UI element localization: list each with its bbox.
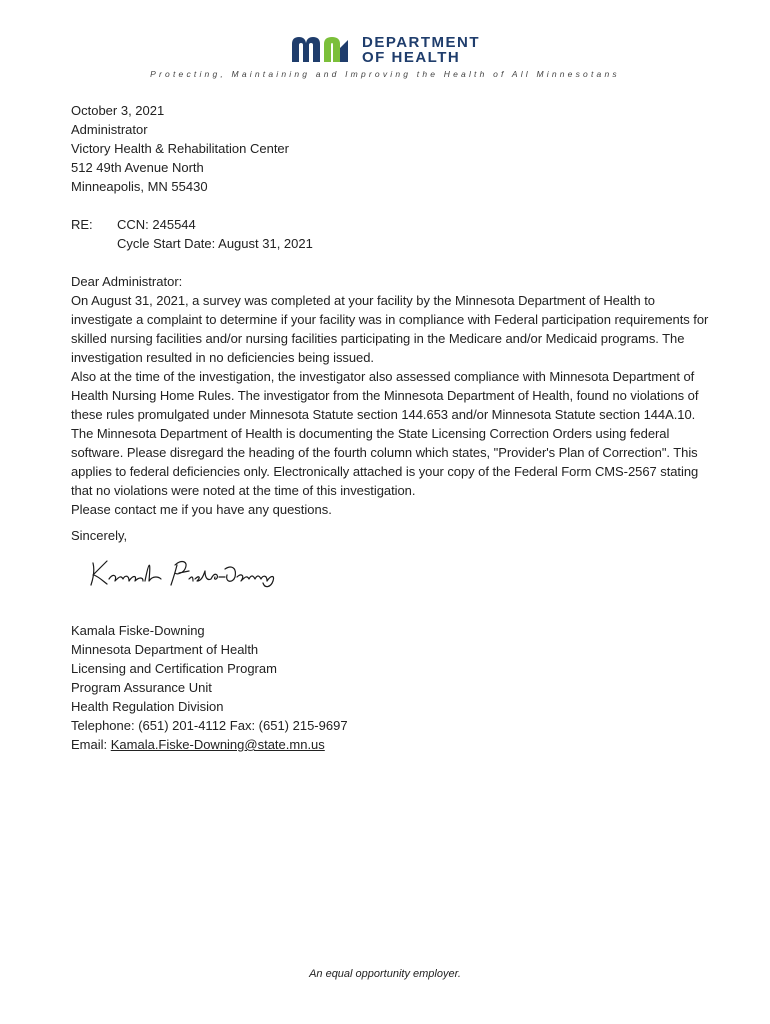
email-label: Email: bbox=[71, 737, 111, 752]
department-name bbox=[362, 35, 480, 65]
signer-line: Licensing and Certification Program bbox=[71, 661, 277, 676]
signer-line: Minnesota Department of Health bbox=[71, 642, 259, 657]
signer-line: Program Assurance Unit bbox=[71, 680, 212, 695]
email-link[interactable]: Kamala.Fiske-Downing@state.mn.us bbox=[110, 737, 325, 752]
letterhead bbox=[0, 30, 770, 90]
department-line-2: OF HEALTH bbox=[362, 49, 461, 66]
recipient-line: Administrator bbox=[71, 122, 148, 137]
signer-line: Telephone: (651) 201-4112 Fax: (651) 215-9697 bbox=[71, 718, 348, 733]
email-line bbox=[71, 735, 711, 754]
recipient-line: Victory Health & Rehabilitation Center bbox=[71, 141, 289, 156]
paragraph: On August 31, 2021, a survey was completed at your facility by the Minnesota Department of Health to investigate a complaint to determine if your facility was in compliance with Federal participation requirements for skilled nursing facilities and/or nursing facilities participating in the Medicare and/or Medicaid programs. The investigation resulted in no deficiencies being issued. bbox=[71, 293, 709, 365]
signature-image bbox=[85, 551, 285, 593]
re-block bbox=[71, 215, 711, 253]
recipient-line: 512 49th Avenue North bbox=[71, 160, 204, 175]
tagline: Protecting, Maintaining and Improving the Health of All Minnesotans bbox=[150, 69, 620, 79]
re-label: RE: bbox=[71, 217, 93, 232]
letter-date: October 3, 2021 bbox=[71, 103, 165, 118]
mn-logo-icon bbox=[290, 34, 360, 64]
signer-line: Health Regulation Division bbox=[71, 699, 224, 714]
footer: An equal opportunity employer. bbox=[309, 968, 461, 980]
paragraph: Please contact me if you have any questions. bbox=[71, 502, 332, 517]
letter-body bbox=[71, 101, 711, 754]
re-line-cycle-start: Cycle Start Date: August 31, 2021 bbox=[117, 236, 313, 251]
handwritten-signature bbox=[71, 551, 711, 601]
paragraph: The Minnesota Department of Health is documenting the State Licensing Correction Orders using federal software. Please disregard the heading of the fourth column which states, "Provider's Plan of Correction". This applies to federal deficiencies only. Electronically attached is your copy of the Federal Form CMS-2567 stating that no violations were noted at the time of this investigation. bbox=[71, 426, 699, 498]
paragraph: Also at the time of the investigation, the investigator also assessed compliance with Minnesota Department of Health Nursing Home Rules. The investigator from the Minnesota Department of Health, found no violations of these rules promulgated under Minnesota Statute section 144.653 and/or Minnesota Statute section 144A.10. bbox=[71, 369, 699, 422]
signer-block bbox=[71, 621, 711, 754]
signer-line: Kamala Fiske-Downing bbox=[71, 623, 205, 638]
department-line-1: DEPARTMENT bbox=[362, 34, 481, 51]
recipient-address bbox=[71, 120, 711, 196]
salutation: Dear Administrator: bbox=[71, 274, 183, 289]
closing: Sincerely, bbox=[71, 528, 128, 543]
recipient-line: Minneapolis, MN 55430 bbox=[71, 179, 208, 194]
re-line-ccn: CCN: 245544 bbox=[117, 217, 196, 232]
